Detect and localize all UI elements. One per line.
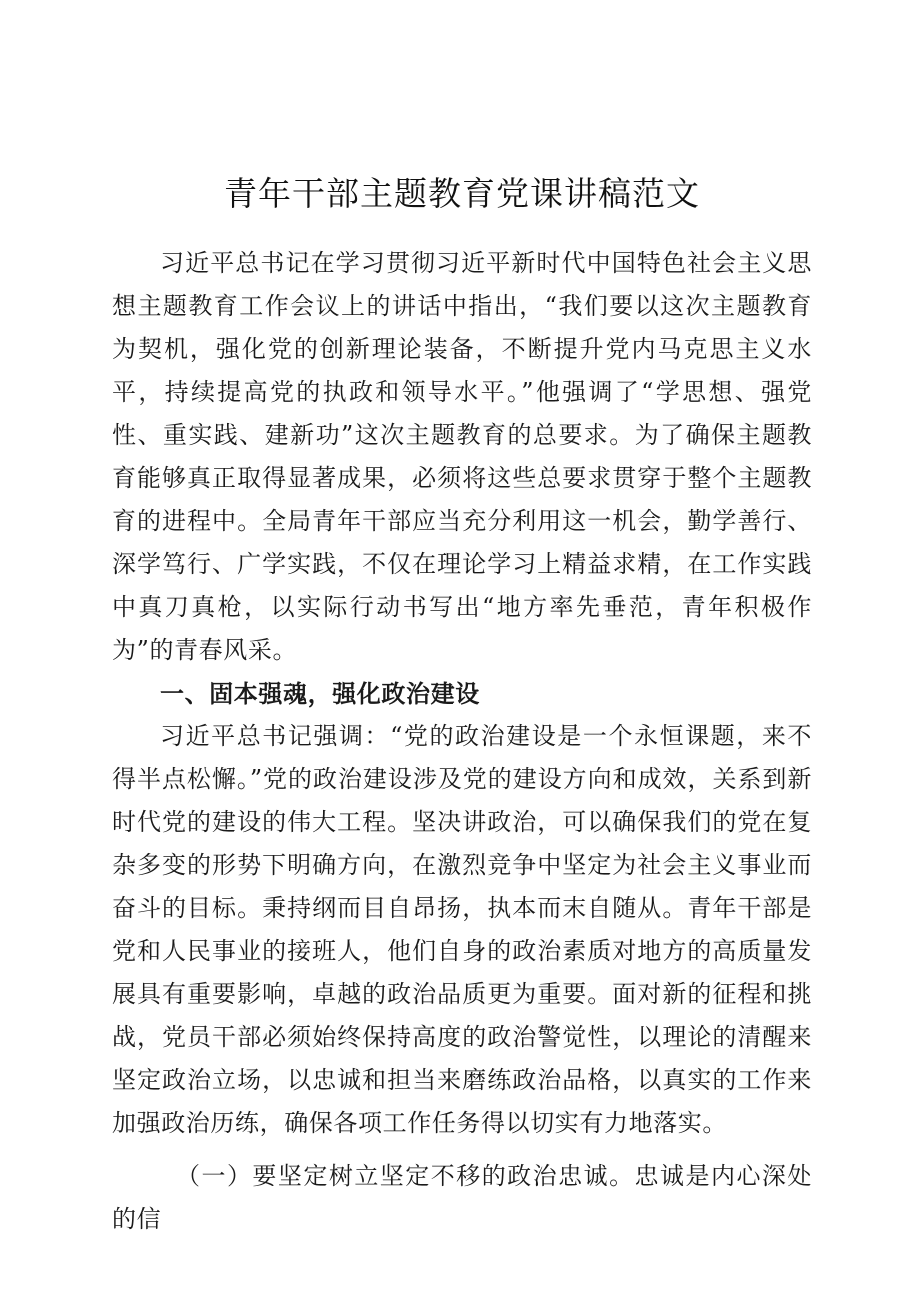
document-page xyxy=(112,168,812,1241)
section-heading: 一、固本强魂，强化政治建设 xyxy=(160,679,480,708)
document-title: 青年干部主题教育党课讲稿范文 xyxy=(224,174,700,213)
subsection-paragraph: （一）要坚定树立坚定不移的政治忠诚。忠诚是内心深处的信 xyxy=(112,1162,812,1233)
intro-paragraph: 习近平总书记在学习贯彻习近平新时代中国特色社会主义思想主题教育工作会议上的讲话中指出，“我们要以这次主题教育为契机，强化党的创新理论装备，不断提升党内马克思主义水平，持续提高党的执政和领导水平。”他强调了“学思想、强党性、重实践、建新功”这次主题教育的总要求。为了确保主题教育能够真正取得显著成果，必须将这些总要求贯穿于整个主题教育的进程中。全局青年干部应当充分利用这一机会，勤学善行、深学笃行、广学实践，不仅在理论学习上精益求精，在工作实践中真刀真枪，以实际行动书写出“地方率先垂范，青年积极作为”的青春风采。 xyxy=(112,249,812,664)
section-body-paragraph: 习近平总书记强调：“党的政治建设是一个永恒课题，来不得半点松懈。”党的政治建设涉及党的建设方向和成效，关系到新时代党的建设的伟大工程。坚决讲政治，可以确保我们的党在复杂多变的形势下明确方向，在激烈竞争中坚定为社会主义事业而奋斗的目标。秉持纲而目自昂扬，执本而末自随从。青年干部是党和人民事业的接班人，他们自身的政治素质对地方的高质量发展具有重要影响，卓越的政治品质更为重要。面对新的征程和挑战，党员干部必须始终保持高度的政治警觉性，以理论的清醒来坚定政治立场，以忠诚和担当来磨练政治品格，以真实的工作来加强政治历练，确保各项工作任务得以切实有力地落实。 xyxy=(112,722,812,1137)
